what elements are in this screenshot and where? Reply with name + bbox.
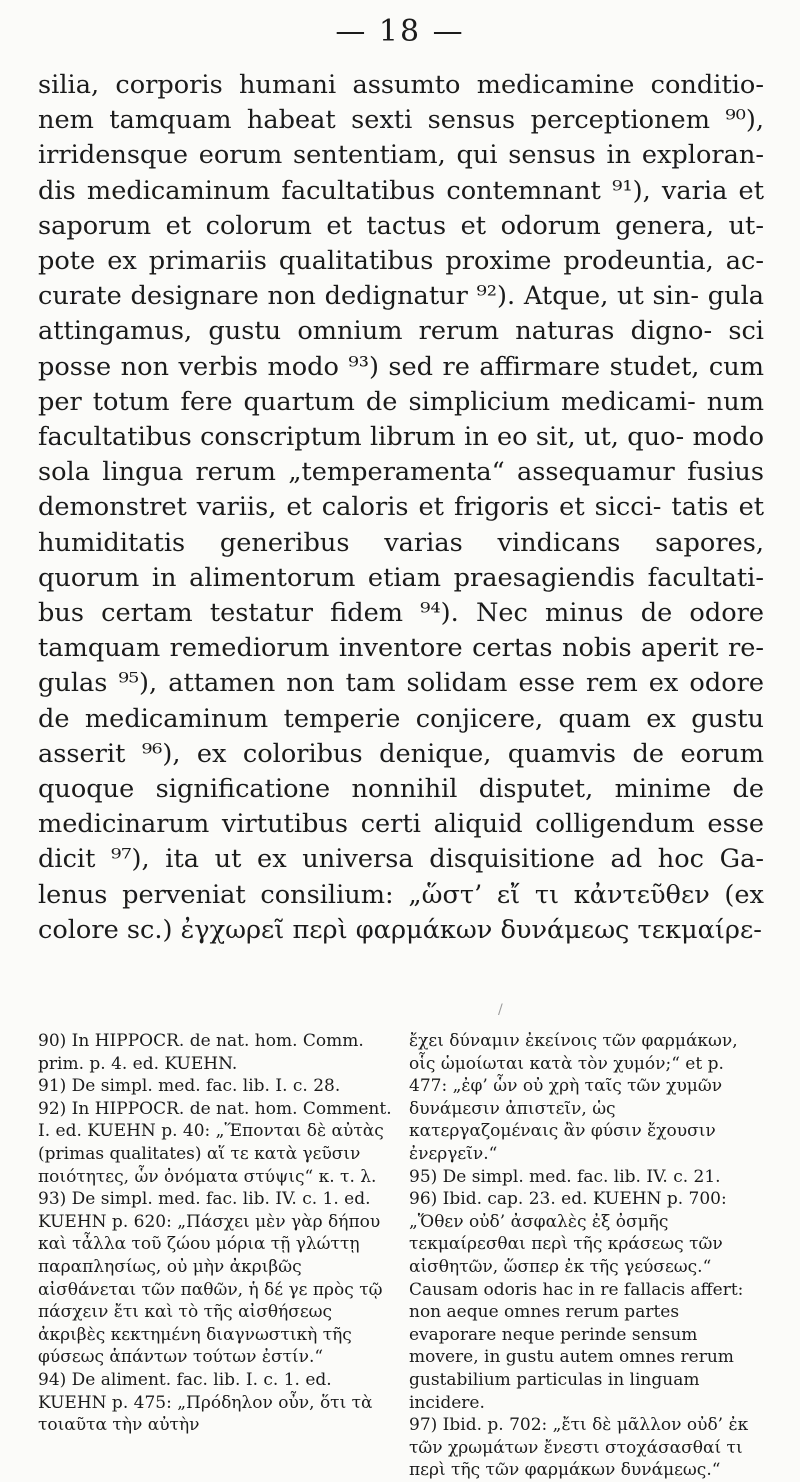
text-line: pote ex primariis qualitatibus proxime prodeuntia, ac- bbox=[38, 246, 764, 277]
main-paragraph bbox=[38, 68, 764, 948]
text-line: lenus perveniat consilium: „ὥστ’ εἴ τι κἀντεῦθεν (ex bbox=[38, 879, 764, 910]
text-line: quoque significatione nonnihil disputet, minime de bbox=[38, 774, 764, 805]
text-line: dis medicaminum facultatibus contemnant ⁹¹), varia et bbox=[38, 175, 764, 206]
text-line: nem tamquam habeat sexti sensus perceptionem ⁹⁰), bbox=[38, 105, 764, 136]
text-line: cum per totum fere quartum de simplicium medicami- bbox=[38, 351, 764, 417]
page-number: — 18 — bbox=[335, 13, 465, 49]
footnote-94-continued: ἔχει δύναμιν ἐκείνοις τῶν φαρμάκων, οἷς ὡμοίωται κατὰ τὸν χυμόν;“ et p. 477: „ἐφ’ ὧν οὐ χρὴ ταῖς τῶν χυμῶν δυνάμεσιν ἀπιστεῖν, ὡς κατεργαζομέναις ἂν φύσιν ἔχουσιν ἐνεργεῖν.“ bbox=[409, 1031, 738, 1164]
footnotes-left-column bbox=[38, 1030, 393, 1436]
text-line: de medicaminum temperie conjicere, quam ex gustu bbox=[38, 703, 764, 734]
footnotes bbox=[38, 1030, 768, 1481]
text-line: gula attingamus, gustu omnium rerum naturas digno- bbox=[38, 281, 765, 347]
page-header bbox=[0, 6, 800, 56]
text-line: silia, corporis humani assumto medicamine conditio- bbox=[38, 70, 764, 100]
footnote-93: 93) De simpl. med. fac. lib. IV. c. 1. ed. KUEHN p. 620: „Πάσχει μὲν γὰρ δήπου καὶ τἆλλα τοῦ ζώου μόρια τῇ γλώττῃ παραπλησίως, οὐ μὴν ἀκριβῶς αἰσθάνεται τῶν παθῶν, ἡ δέ γε πρὸς τῷ πάσχειν ἔτι καὶ τὸ τῆς αἰσθήσεως ἀκριβὲς κεκτημένη διαγνωστικὴ τῆς φύσεως ἁπάντων τούτων ἐστίν.“ bbox=[38, 1189, 383, 1368]
main-text bbox=[38, 68, 764, 948]
text-line: fusius demonstret variis, et caloris et frigoris et sicci- bbox=[38, 457, 764, 523]
text-line: medicinarum virtutibus certi aliquid colligendum esse bbox=[38, 809, 764, 840]
text-line: sci posse non verbis modo ⁹³) sed re affirmare studet, bbox=[38, 316, 764, 382]
text-line: asserit ⁹⁶), ex coloribus denique, quamvis de eorum bbox=[38, 738, 764, 769]
text-line: dicit ⁹⁷), ita ut ex universa disquisitione ad hoc Ga- bbox=[38, 844, 764, 875]
footnotes-right-column bbox=[409, 1030, 764, 1481]
footnote-96: 96) Ibid. cap. 23. ed. KUEHN p. 700: „Ὅθεν οὐδ’ ἀσφαλὲς ἐξ ὀσμῆς τεκμαίρεσθαι περὶ τῆς κράσεως τῶν αἰσθητῶν, ὥσπερ ἐκ τῆς γεύσεως.“ Causam odoris hac in re fallacis affert: non aeque omnes rerum partes evaporare neque perinde sensum movere, in gustu autem omnes rerum gustabilium particulas in linguam incidere. bbox=[409, 1189, 744, 1413]
footnote-97: 97) Ibid. p. 702: „ἔτι δὲ μᾶλλον οὐδ’ ἐκ τῶν χρωμάτων ἔνεστι στοχάσασθαί τι περὶ τῆς τῶν φαρμάκων δυνάμεως.“ bbox=[409, 1415, 749, 1481]
text-line: curate designare non dedignatur ⁹²). Atque, ut sin- bbox=[38, 281, 699, 312]
text-line: modo sola lingua rerum „temperamenta“ assequamur bbox=[38, 422, 764, 488]
text-line: saporum et colorum et tactus et odorum genera, ut- bbox=[38, 210, 764, 241]
text-line: quorum in alimentorum etiam praesagiendis facultati- bbox=[38, 562, 764, 593]
page-mark: / bbox=[498, 1002, 503, 1018]
footnote-94: 94) De aliment. fac. lib. I. c. 1. ed. KUEHN p. 475: „Πρόδηλον οὖν, ὅτι τὰ τοιαῦτα τὴν αὐτὴν bbox=[38, 1369, 373, 1436]
footnote-91: 91) De simpl. med. fac. lib. I. c. 28. bbox=[38, 1076, 341, 1097]
text-line: num facultatibus conscriptum librum in eo sit, ut, quo- bbox=[38, 386, 765, 453]
text-line: irridensque eorum sententiam, qui sensus in exploran- bbox=[38, 140, 764, 171]
footnote-95: 95) De simpl. med. fac. lib. IV. c. 21. bbox=[409, 1166, 721, 1187]
text-line: gulas ⁹⁵), attamen non tam solidam esse rem ex odore bbox=[38, 668, 764, 699]
text-line: tamquam remediorum inventore certas nobis aperit re- bbox=[38, 633, 764, 664]
text-line: colore sc.) ἐγχωρεῖ περὶ φαρμάκων δυνάμεως τεκμαίρε- bbox=[38, 914, 762, 945]
text-line: bus certam testatur fidem ⁹⁴). Nec minus de odore bbox=[38, 598, 764, 629]
footnote-92: 92) In HIPPOCR. de nat. hom. Comment. I. ed. KUEHN p. 40: „Ἕπονται δὲ αὐτὰς (primas qualitates) αἵ τε κατὰ γεῦσιν ποιότητες, ὧν ὀνόματα στύψις“ κ. τ. λ. bbox=[38, 1098, 392, 1187]
text-line: tatis et humiditatis generibus varias vindicans sapores, bbox=[38, 492, 764, 558]
footnote-90: 90) In HIPPOCR. de nat. hom. Comm. prim. p. 4. ed. KUEHN. bbox=[38, 1031, 364, 1074]
